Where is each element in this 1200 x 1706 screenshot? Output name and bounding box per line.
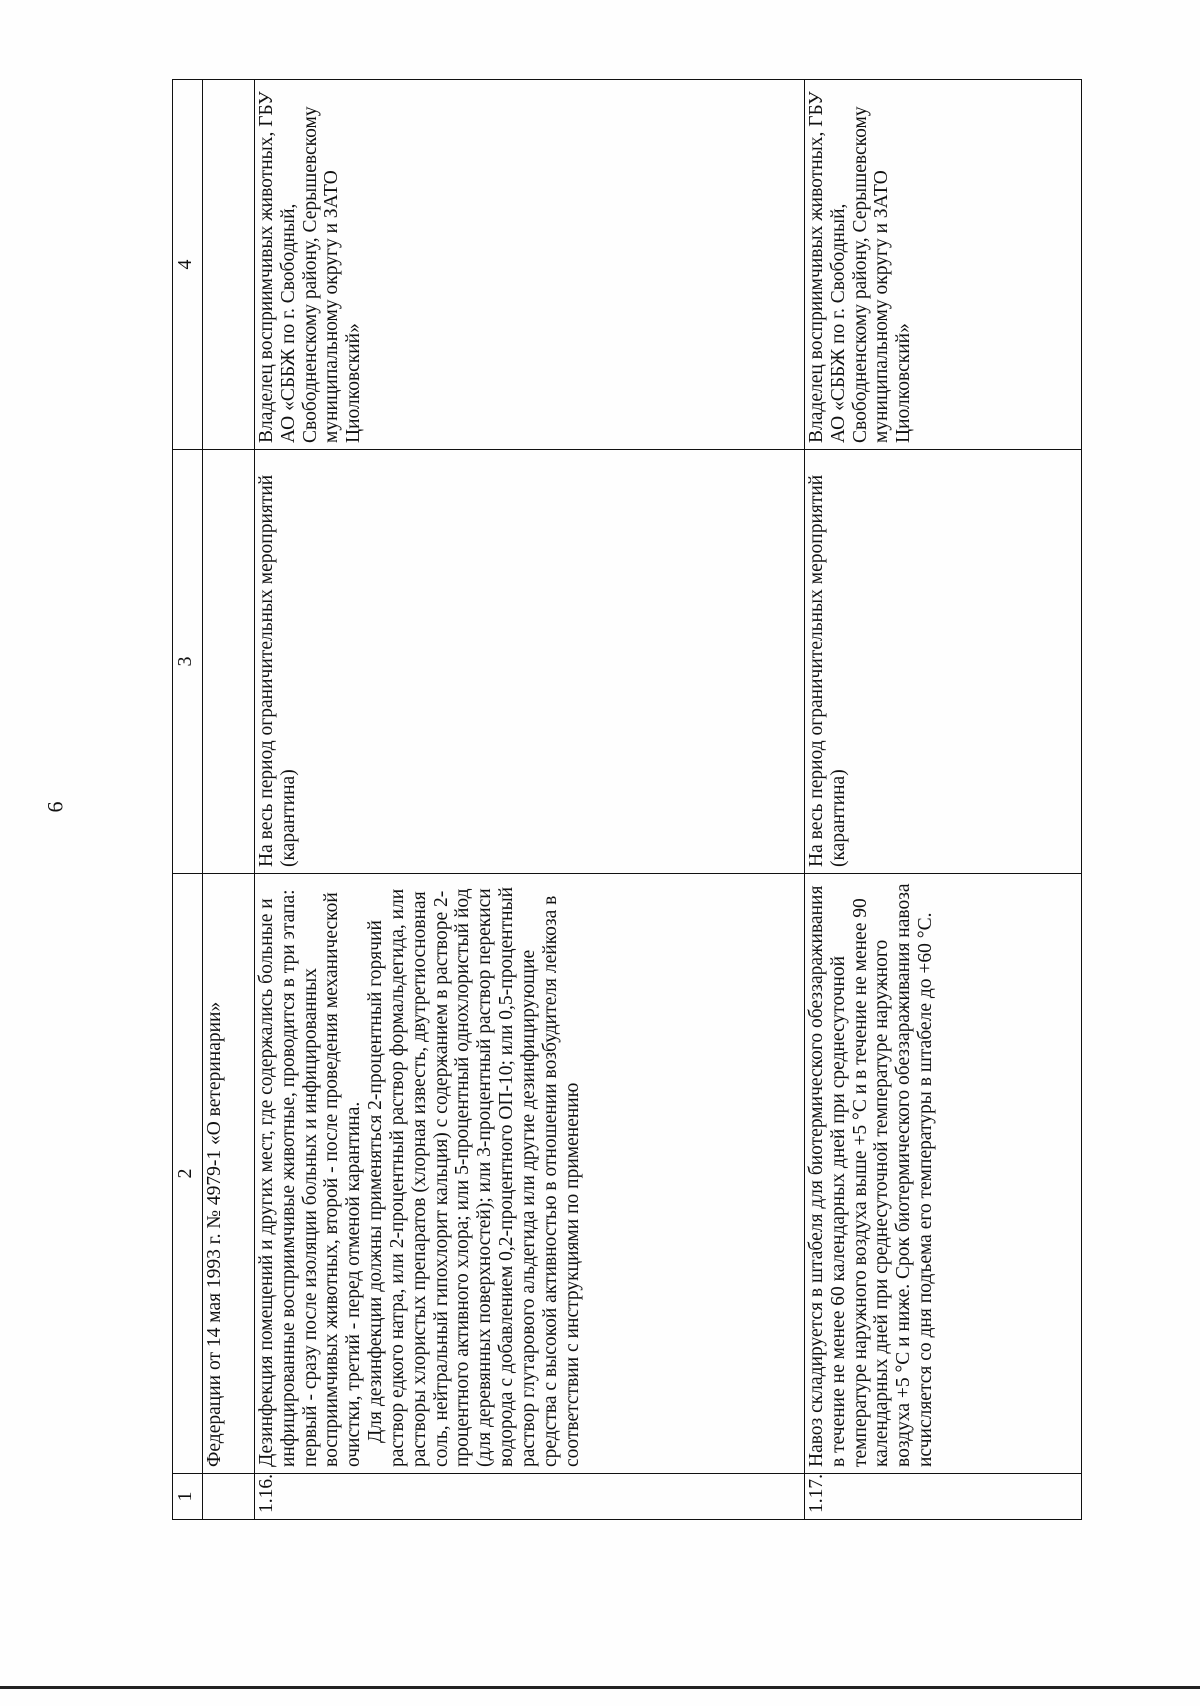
row-period: На весь период ограничительных мероприятий (карантина) bbox=[255, 450, 805, 874]
measure-paragraph: Навоз складируется в штабеля для биотермического обеззараживания в течение не менее 60 календарных дней при среднесуточной температуре наружного воздуха выше +5 °С и в течение не менее 90 календарных дней при среднесуточной температуре наружного воздуха +5 °С и ниже. Срок биотермического обеззараживания навоза исчисляется со дня подъема его температуры в штабеле до +60 °С. bbox=[806, 883, 937, 1467]
rotated-table-wrapper bbox=[172, 80, 1082, 1520]
row-period: На весь период ограничительных мероприятий (карантина) bbox=[805, 450, 1082, 874]
row-number: 1.16. bbox=[255, 1474, 805, 1520]
measure-paragraph: Для дезинфекции должны применяться 2-процентный горячий раствор едкого натра, или 2-процентный раствор формальдегида, или растворы хлористых препаратов (хлорная известь, двутретиосновная соль, нейтральный гипохлорит кальция) с содержанием в растворе 2-процентного активного хлора; или 5-процентный однохлористый йод (для деревянных поверхностей); или 3-процентный раствор перекиси водорода с добавлением 0,2-процентного ОП-10; или 0,5-процентный раствор глутарового альдегида или другие дезинфицирующие средства с высокой активностью в отношении возбудителя лейкоза в соответствии с инструкциями по применению bbox=[365, 886, 583, 1467]
row-measure bbox=[255, 874, 805, 1474]
continuation-num bbox=[203, 1474, 255, 1520]
continuation-responsible bbox=[203, 80, 255, 450]
table-row bbox=[255, 80, 805, 1520]
header-col-2: 2 bbox=[173, 874, 203, 1474]
row-responsible: Владелец восприимчивых животных, ГБУ АО «СББЖ по г. Свободный, Свободненскому району, Серышевскому муниципальному округу и ЗАТО Циолковский» bbox=[255, 80, 805, 450]
row-responsible: Владелец восприимчивых животных, ГБУ АО «СББЖ по г. Свободный, Свободненскому району, Серышевскому муниципальному округу и ЗАТО Циолковский» bbox=[805, 80, 1082, 450]
table-row bbox=[805, 80, 1082, 1520]
page-number: 6 bbox=[42, 801, 68, 813]
measures-table bbox=[172, 79, 1082, 1520]
header-row bbox=[173, 80, 203, 1520]
scan-edge-line bbox=[0, 1686, 1200, 1689]
row-number: 1.17. bbox=[805, 1474, 1082, 1520]
measure-paragraph: Дезинфекция помещений и других мест, где содержались больные и инфицированные восприимчивые животные, проводится в три этапа: первый - сразу после изоляции больных и инфицированных восприимчивых животных, второй - после проведения механической очистки, третий - перед отменой карантина. bbox=[256, 889, 365, 1467]
continuation-text: Федерации от 14 мая 1993 г. № 4979-1 «О ветеринарии» bbox=[203, 874, 255, 1474]
row-measure bbox=[805, 874, 1082, 1474]
continuation-period bbox=[203, 450, 255, 874]
header-col-1: 1 bbox=[173, 1474, 203, 1520]
header-col-3: 3 bbox=[173, 450, 203, 874]
continuation-row bbox=[203, 80, 255, 1520]
header-col-4: 4 bbox=[173, 80, 203, 450]
